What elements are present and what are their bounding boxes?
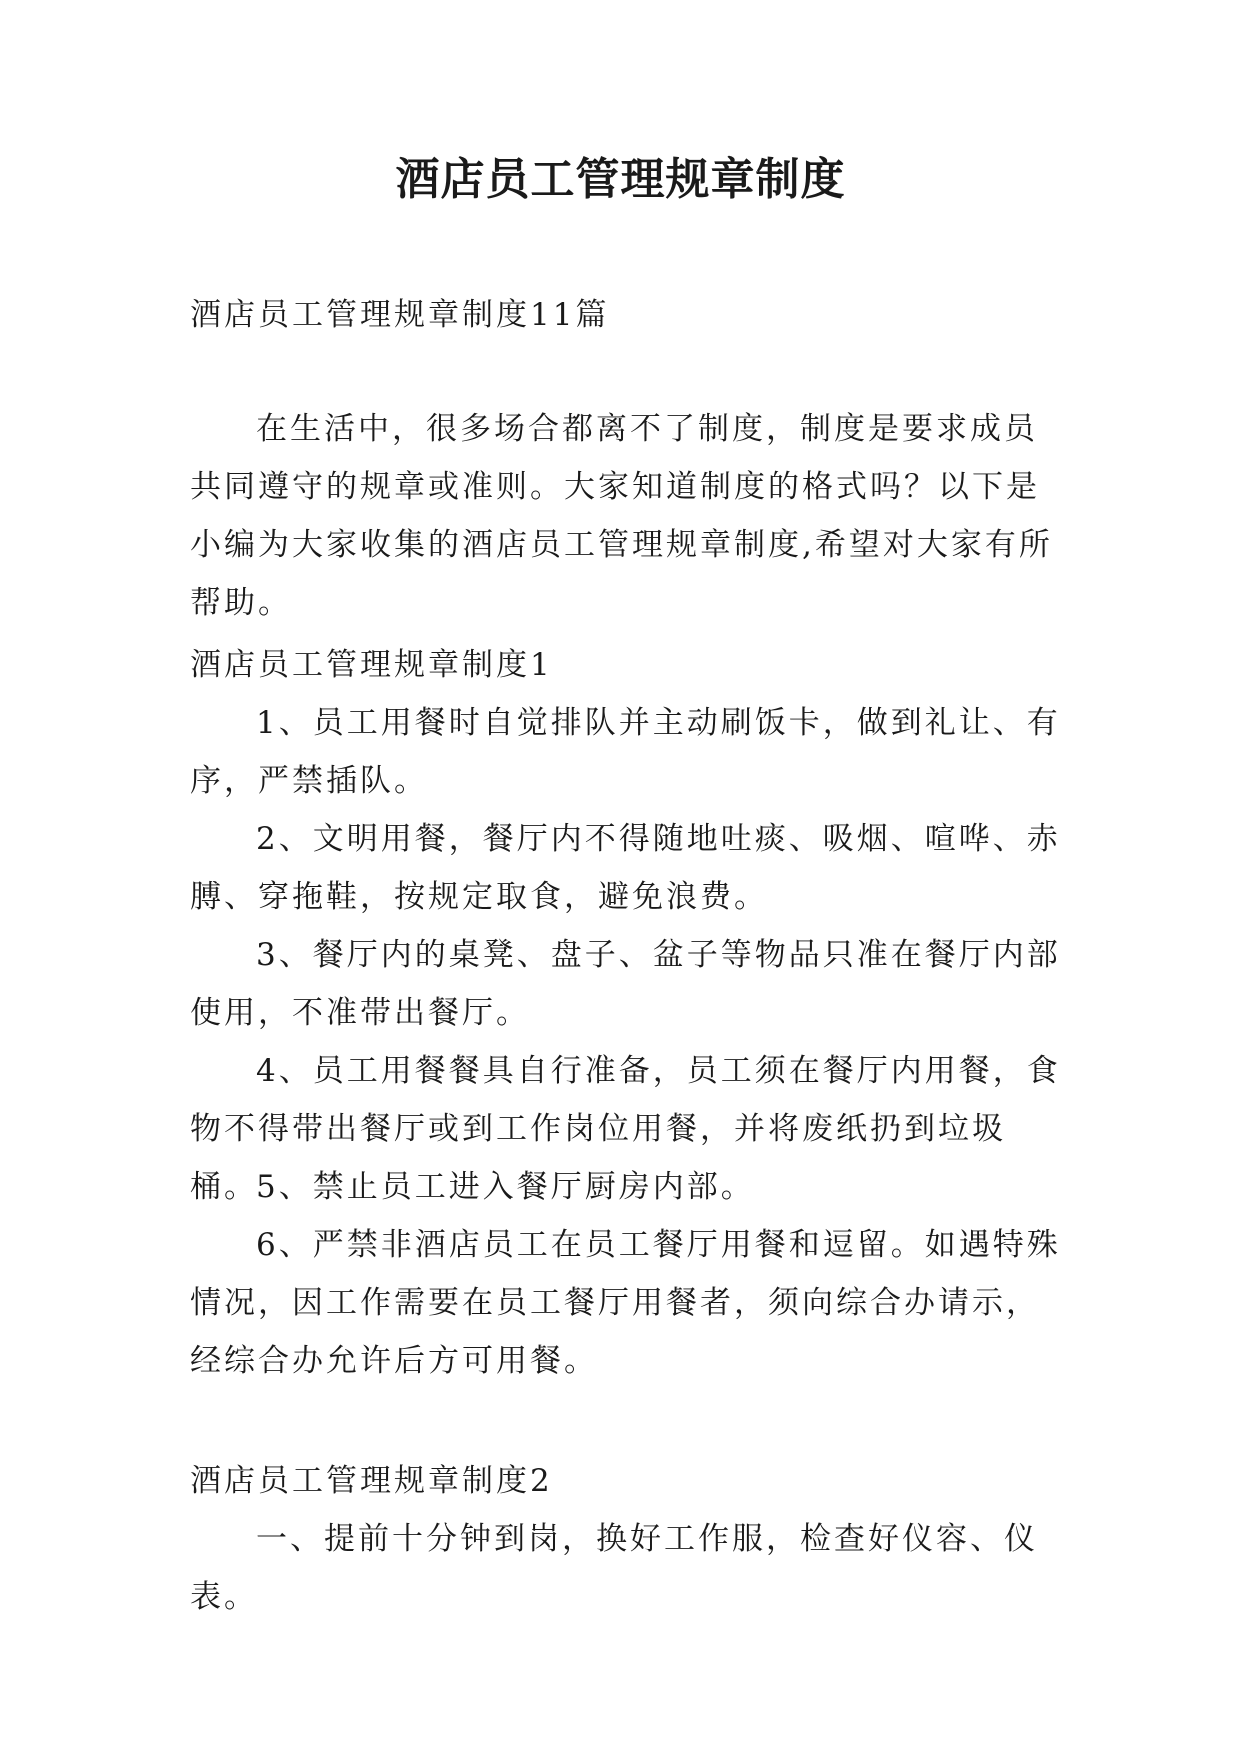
intro-paragraph: 在生活中，很多场合都离不了制度，制度是要求成员共同遵守的规章或准则。大家知道制度的格式吗？以下是小编为大家收集的酒店员工管理规章制度,希望对大家有所帮助。	[190, 411, 1053, 621]
section-heading-2: 酒店员工管理规章制度2	[190, 1463, 553, 1499]
document-subtitle: 酒店员工管理规章制度11篇	[190, 297, 610, 333]
section-heading-1: 酒店员工管理规章制度1	[190, 647, 553, 683]
section-2-item-1: 一、提前十分钟到岗，换好工作服，检查好仪容、仪表。	[190, 1521, 1038, 1615]
section-1-item-3: 3、餐厅内的桌凳、盘子、盆子等物品只准在餐厅内部使用，不准带出餐厅。	[190, 937, 1061, 1031]
section-1-item-4: 4、员工用餐餐具自行准备，员工须在餐厅内用餐，食物不得带出餐厅或到工作岗位用餐，并将废纸扔到垃圾桶。	[190, 1053, 1061, 1205]
document-title: 酒店员工管理规章制度	[395, 154, 846, 205]
section-1-item-5: 5、禁止员工进入餐厅厨房内部。	[256, 1169, 755, 1205]
section-1-item-1: 1、员工用餐时自觉排队并主动刷饭卡，做到礼让、有序，严禁插队。	[190, 705, 1061, 799]
section-1-item-2: 2、文明用餐，餐厅内不得随地吐痰、吸烟、喧哗、赤膊、穿拖鞋，按规定取食，避免浪费。	[190, 821, 1061, 915]
section-1-item-6: 6、严禁非酒店员工在员工餐厅用餐和逗留。如遇特殊情况，因工作需要在员工餐厅用餐者，须向综合办请示，经综合办允许后方可用餐。	[190, 1227, 1061, 1379]
